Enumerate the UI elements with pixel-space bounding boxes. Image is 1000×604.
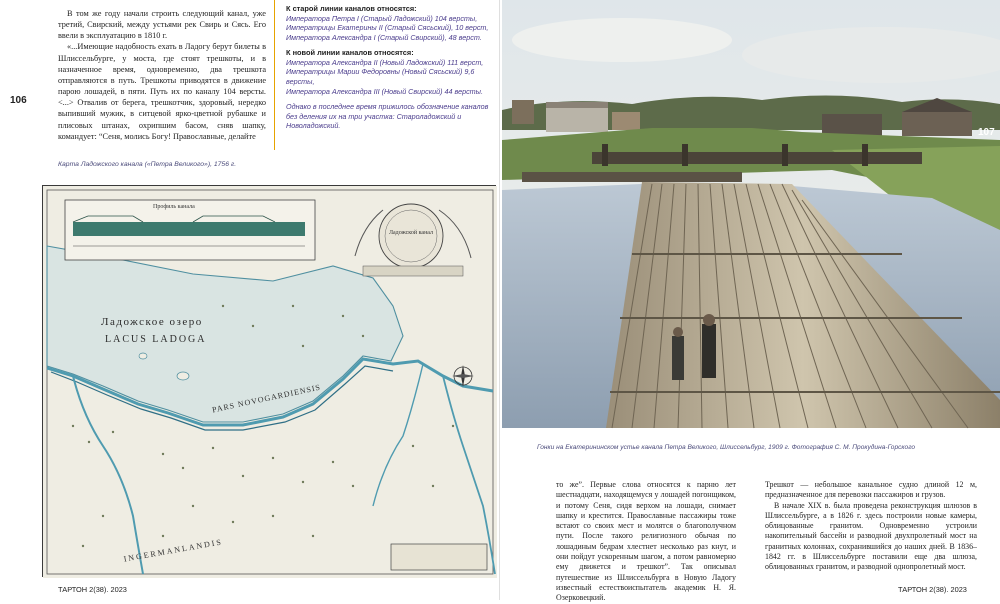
left-page — [0, 0, 500, 600]
page-number-right: 107 — [978, 127, 995, 138]
map-label-region: PARS NOVOGARDIENSIS — [211, 382, 322, 415]
right-col1-text — [556, 480, 736, 603]
paragraph: то же”. Первые слова относятся к парню лет шестнадцати, находящемуся у лошадей погонщиком, и потому Сеня, сидя верхом на лошади, снимает шапку и крестится. Православные пассажиры тоже встают со своих мест и молятся о благополучном пути. После такого религиозного обычая по лошадиным бедрам хлестнет несколько раз кнут, и они пойдут ускоренным шагом, а потом равномерно ему движется и трешкот”. Так описывал путешествие из Шлиссельбурга в Новую Ладогу известный естествоиспытатель академик Н. Я. Озерковецкий. — [556, 480, 736, 603]
map-label-lake-ru: Ладожское озеро — [101, 316, 203, 328]
old-line-item: Императора Петра I (Старый Ладожский) 104 версты, — [286, 13, 478, 23]
footer-left: ТАРТОН 2(38). 2023 — [58, 585, 127, 594]
paragraph: В начале XIX в. была проведена реконструкция шлюзов в Шлиссельбурге, а в 1826 г. здесь построили новые камеры, облицованные гранитом. Одновременно устроили накопительный бассейн и разводной двухпролетный мост на гранитных колоннах, сохранившийся до наших дней. В 1836–1842 гг. в Шлиссельбурге поставили еще два шлюза, облицованных гранитом, и разводной однопролетный мост. — [765, 500, 977, 572]
photo-caption: Гонки на Екатерининском устье канала Петра Великого, Шлиссельбург, 1909 г. Фотография С. М. Прокудина-Горского — [537, 444, 916, 451]
map-label-profile: Профиль канала — [153, 204, 195, 210]
timber-raft-photo — [502, 0, 1000, 428]
paragraph: Трешкот — небольшое канальное судно длиной 12 м, предназначенное для перевозки пассажиров и грузов. — [765, 480, 977, 500]
map-label-region-south: INGERMANLANDIS — [122, 537, 224, 564]
page-number-left: 106 — [10, 95, 27, 106]
footer-right: ТАРТОН 2(38). 2023 — [898, 585, 967, 594]
right-col2-text — [765, 480, 977, 582]
paragraph: В том же году начали строить следующий канал, уже третий, Свирский, между устьями рек Свирь и Сясь. Его ввели в эксплуатацию в 1810 г. — [58, 9, 266, 41]
canal-lines-sidebar — [274, 0, 500, 150]
new-lines-heading: К новой линии каналов относятся: — [286, 48, 414, 58]
new-line-item: Императора Александра II (Новый Ладожский) 111 верст, — [286, 57, 484, 67]
old-line-item: Императора Александра I (Старый Свирский), 48 верст. — [286, 32, 482, 42]
old-line-item: Императрицы Екатерины II (Старый Сясьский), 10 верст, — [286, 23, 489, 33]
new-line-item: Императрицы Марии Федоровны (Новый Сясьский) 9,6 версты, — [286, 67, 475, 86]
historical-map — [42, 185, 496, 577]
new-line-item: Императора Александра III (Новый Свирский) 44 версты. — [286, 86, 483, 96]
map-caption: Карта Ладожского канала («Петра Великого»), 1756 г. — [58, 161, 237, 168]
paragraph: «...Имеющие надобность ехать в Ладогу берут билеты в Шлиссельбурге, у моста, где стоят трешкоты, и в назначенное время, одновременно, два трешкота отправляются в путь. Трешкоты приводятся в движение парою лошадей, в пяти. Путь их по каналу 104 версты. <...> Отвалив от берега, трешкотчик, здоровый, нередко выпивший мужик, в ситцевой ярко-цветной рубашке и плисовых штанах, охрипшим басом, сняв шапку, командует: “Сеня, молись Богу! Православные, делайте — [58, 42, 266, 141]
old-lines-heading: К старой линии каналов относятся: — [286, 4, 417, 13]
map-label-lake-la: LACUS LADOGA — [105, 334, 207, 345]
left-body-text — [58, 8, 266, 142]
sidebar-note: Однако в последнее время прижилось обозначение каналов без деления их на три участка: Староладожский и Новоладожский. — [286, 102, 489, 131]
map-label-cartouche: Ладожской канал — [388, 230, 434, 236]
